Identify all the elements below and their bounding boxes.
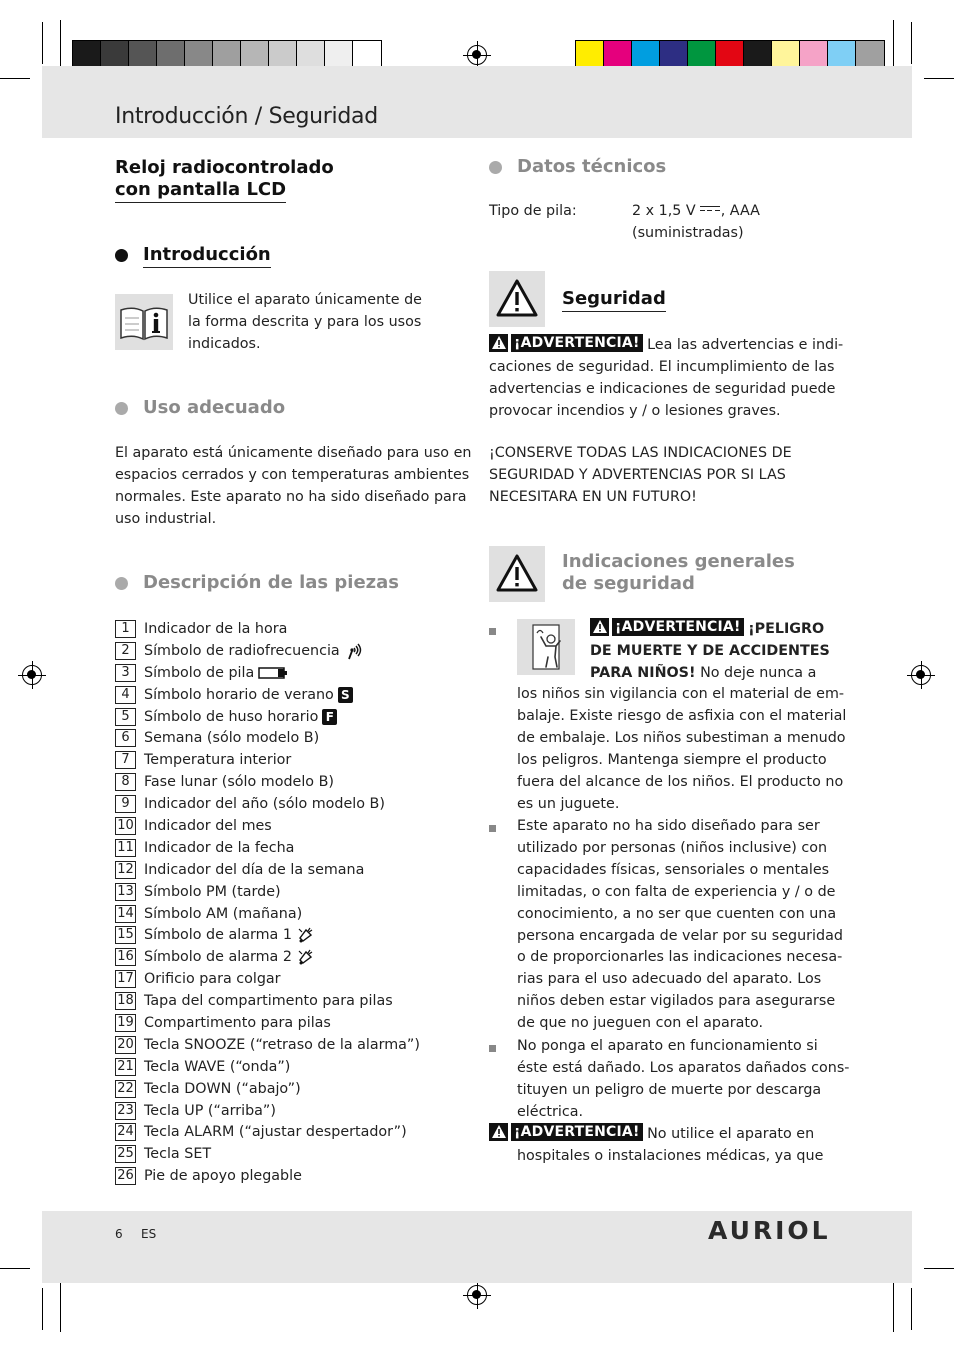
gray-swatch (241, 41, 269, 69)
gray-swatch (325, 41, 353, 69)
part-label: Símbolo de radiofrecuencia (144, 642, 362, 660)
list-item (115, 793, 420, 815)
section-heading-piezas: Descripción de las piezas (143, 572, 400, 593)
gray-swatch (185, 41, 213, 69)
page-title: Introducción / Seguridad (115, 104, 378, 129)
warning-children-text: ¡ADVERTENCIA! ¡PELIGRO DE MUERTE Y DE ACCIDENTES PARA NIÑOS! No deje nunca a (590, 619, 830, 681)
part-label: Semana (sólo modelo B) (144, 730, 320, 747)
list-item (115, 990, 420, 1012)
list-item (115, 903, 420, 925)
color-swatch (660, 41, 688, 69)
gray-swatch (73, 41, 101, 69)
seguridad-text: ¡ADVERTENCIA! Lea las advertencias e indi- caciones de seguridad. El incumplimiento de las advertencias e indicaciones de seguridad puede provocar incendios y / o lesiones graves. (489, 335, 844, 419)
page-number: 6 (115, 1227, 123, 1241)
time-zone-symbol: F (322, 709, 337, 725)
color-swatch (632, 41, 660, 69)
alarm-bell-icon (296, 948, 314, 966)
list-item (115, 1056, 420, 1078)
warning-triangle-icon (489, 546, 545, 602)
persons-text: Este aparato no ha sido diseñado para ser utilizado por personas (niños inclusive) con capacidades físicas, sensoriales o mentales limitadas, o con falta de experiencia y / o de conocimiento, a no ser que cuenten con una persona encargada de velar por su seguridad o de proporcionarles las indicaciones necesa- rias para el uso adecuado del aparato. Los niños deben estar vigilados para asegurarse de que no jueguen con el aparato. (517, 818, 843, 1032)
part-label: Símbolo AM (mañana) (144, 905, 303, 922)
part-label: Orificio para colgar (144, 971, 281, 988)
section-heading-introduccion: Introducción (143, 244, 271, 268)
warning-children-body: los niños sin vigilancia con el material de em- balaje. Existe riesgo de asfixia con el material de embalaje. Los niños subestiman a menudo los peligros. Mantenga siempre el producto fuera del alcance de los niños. El producto no es un juguete. (517, 686, 847, 812)
part-number: 2 (115, 642, 136, 660)
section-bullet-icon (115, 402, 128, 415)
part-number: 10 (115, 817, 136, 835)
list-item (115, 662, 420, 684)
list-item (115, 640, 420, 662)
list-item (115, 1100, 420, 1122)
section-bullet-icon (489, 161, 502, 174)
section-bullet-icon (115, 577, 128, 590)
part-label: Indicador del mes (144, 817, 272, 834)
list-item (115, 881, 420, 903)
part-label: Tecla SET (144, 1146, 212, 1163)
part-number: 16 (115, 948, 136, 966)
list-bullet (489, 825, 496, 832)
list-item (115, 815, 420, 837)
list-item (115, 1143, 420, 1165)
part-number: 15 (115, 926, 136, 944)
list-item (115, 618, 420, 640)
part-label: Símbolo horario de verano S (144, 687, 353, 703)
part-number: 23 (115, 1102, 136, 1120)
registration-mark-right (911, 665, 931, 685)
part-label: Compartimento para pilas (144, 1014, 331, 1031)
part-label: Indicador de la hora (144, 620, 288, 637)
part-label: Tecla SNOOZE (“retraso de la alarma”) (144, 1036, 420, 1053)
color-swatch (828, 41, 856, 69)
part-label: Tecla DOWN (“abajo”) (144, 1080, 301, 1097)
color-swatch (856, 41, 884, 69)
list-item (115, 1034, 420, 1056)
part-number: 4 (115, 686, 136, 704)
color-swatch (716, 41, 744, 69)
language-code: ES (141, 1227, 157, 1241)
part-number: 18 (115, 992, 136, 1010)
warning-badge: ¡ADVERTENCIA! (489, 334, 643, 352)
color-swatch (688, 41, 716, 69)
registration-mark-left (22, 665, 42, 685)
part-label: Temperatura interior (144, 752, 292, 769)
summer-time-symbol: S (338, 687, 353, 703)
part-number: 9 (115, 795, 136, 813)
parts-list (115, 618, 420, 1187)
part-label: Tecla ALARM (“ajustar despertador”) (144, 1124, 407, 1141)
list-item (115, 749, 420, 771)
part-label: Símbolo de alarma 2 (144, 948, 314, 966)
part-number: 6 (115, 729, 136, 747)
list-bullet (489, 628, 496, 635)
list-item (115, 727, 420, 749)
part-label: Pie de apoyo plegable (144, 1168, 302, 1185)
part-number: 17 (115, 970, 136, 988)
gray-swatch (353, 41, 381, 69)
part-label: Indicador del año (sólo modelo B) (144, 796, 385, 813)
gray-swatch (101, 41, 129, 69)
dc-current-icon (700, 204, 720, 214)
part-number: 24 (115, 1123, 136, 1141)
seguridad-caps: ¡CONSERVE TODAS LAS INDICACIONES DE SEGURIDAD Y ADVERTENCIAS POR SI LAS NECESITARA EN UN FUTURO! (489, 445, 792, 505)
list-item (115, 924, 420, 946)
part-number: 7 (115, 751, 136, 769)
part-label: Indicador de la fecha (144, 839, 295, 856)
product-title-line1: Reloj radiocontrolado (115, 157, 334, 178)
alarm-bell-icon (296, 926, 314, 944)
warning-triangle-icon (489, 271, 545, 327)
warning-badge: ¡ADVERTENCIA! (489, 1123, 643, 1141)
list-item (115, 1165, 420, 1187)
part-label: Símbolo PM (tarde) (144, 883, 281, 900)
part-number: 25 (115, 1145, 136, 1163)
registration-mark-top (467, 45, 487, 65)
part-label: Tecla WAVE (“onda”) (144, 1058, 291, 1075)
product-title (115, 157, 334, 203)
part-label: Indicador del día de la semana (144, 861, 365, 878)
section-bullet-icon (115, 249, 128, 262)
list-item (115, 946, 420, 968)
part-number: 11 (115, 839, 136, 857)
part-label: Símbolo de alarma 1 (144, 926, 314, 944)
list-bullet (489, 1045, 496, 1052)
product-title-line2: con pantalla LCD (115, 179, 286, 203)
list-item (115, 1121, 420, 1143)
list-item (115, 1012, 420, 1034)
part-label: Tapa del compartimento para pilas (144, 993, 393, 1010)
list-item (115, 706, 420, 728)
list-item (115, 859, 420, 881)
part-number: 12 (115, 861, 136, 879)
list-item (115, 771, 420, 793)
section-heading-uso: Uso adecuado (143, 397, 286, 418)
part-number: 22 (115, 1080, 136, 1098)
section-heading-seguridad: Seguridad (562, 288, 666, 312)
part-number: 26 (115, 1167, 136, 1185)
part-label: Símbolo de huso horario F (144, 709, 337, 725)
list-item (115, 1078, 420, 1100)
battery-icon (258, 666, 288, 680)
radio-signal-icon (344, 642, 362, 660)
gray-swatch (213, 41, 241, 69)
gray-swatch (129, 41, 157, 69)
intro-text: Utilice el aparato únicamente de la forma descrita y para los usos indicados. (188, 292, 422, 352)
part-number: 13 (115, 883, 136, 901)
damaged-text: No ponga el aparato en funcionamiento si éste está dañado. Los aparatos dañados cons- tituyen un peligro de muerte por descarga eléctrica. (517, 1038, 850, 1120)
list-item (115, 968, 420, 990)
warning-badge: ¡ADVERTENCIA! (590, 618, 744, 636)
section-heading-datos: Datos técnicos (517, 156, 667, 177)
part-label: Fase lunar (sólo modelo B) (144, 774, 334, 791)
color-swatch (744, 41, 772, 69)
uso-text: El aparato está únicamente diseñado para uso en espacios cerrados y con temperaturas ambientes normales. Este aparato no ha sido diseñado para uso industrial. (115, 445, 472, 527)
part-number: 1 (115, 620, 136, 638)
brand-logo: AURIOL (708, 1216, 831, 1245)
warning-hospital-text: ¡ADVERTENCIA! No utilice el aparato en hospitales o instalaciones médicas, ya que (489, 1123, 823, 1168)
part-number: 14 (115, 905, 136, 923)
color-swatch (800, 41, 828, 69)
datos-value: 2 x 1,5 V , AAA (suministradas) (632, 203, 760, 241)
child-hazard-icon (517, 619, 575, 675)
registration-mark-bottom (467, 1285, 487, 1305)
part-number: 3 (115, 664, 136, 682)
color-swatch (576, 41, 604, 69)
book-info-icon (115, 294, 173, 350)
part-number: 19 (115, 1014, 136, 1032)
part-number: 5 (115, 708, 136, 726)
section-heading-generales: Indicaciones generales de seguridad (562, 551, 795, 594)
color-swatch (604, 41, 632, 69)
list-item (115, 684, 420, 706)
datos-label: Tipo de pila: (489, 203, 577, 219)
part-label: Tecla UP (“arriba”) (144, 1102, 276, 1119)
gray-swatch (297, 41, 325, 69)
gray-swatch (269, 41, 297, 69)
list-item (115, 837, 420, 859)
gray-swatch (157, 41, 185, 69)
part-number: 21 (115, 1058, 136, 1076)
part-number: 20 (115, 1036, 136, 1054)
part-label: Símbolo de pila (144, 665, 288, 681)
color-swatch (772, 41, 800, 69)
part-number: 8 (115, 773, 136, 791)
